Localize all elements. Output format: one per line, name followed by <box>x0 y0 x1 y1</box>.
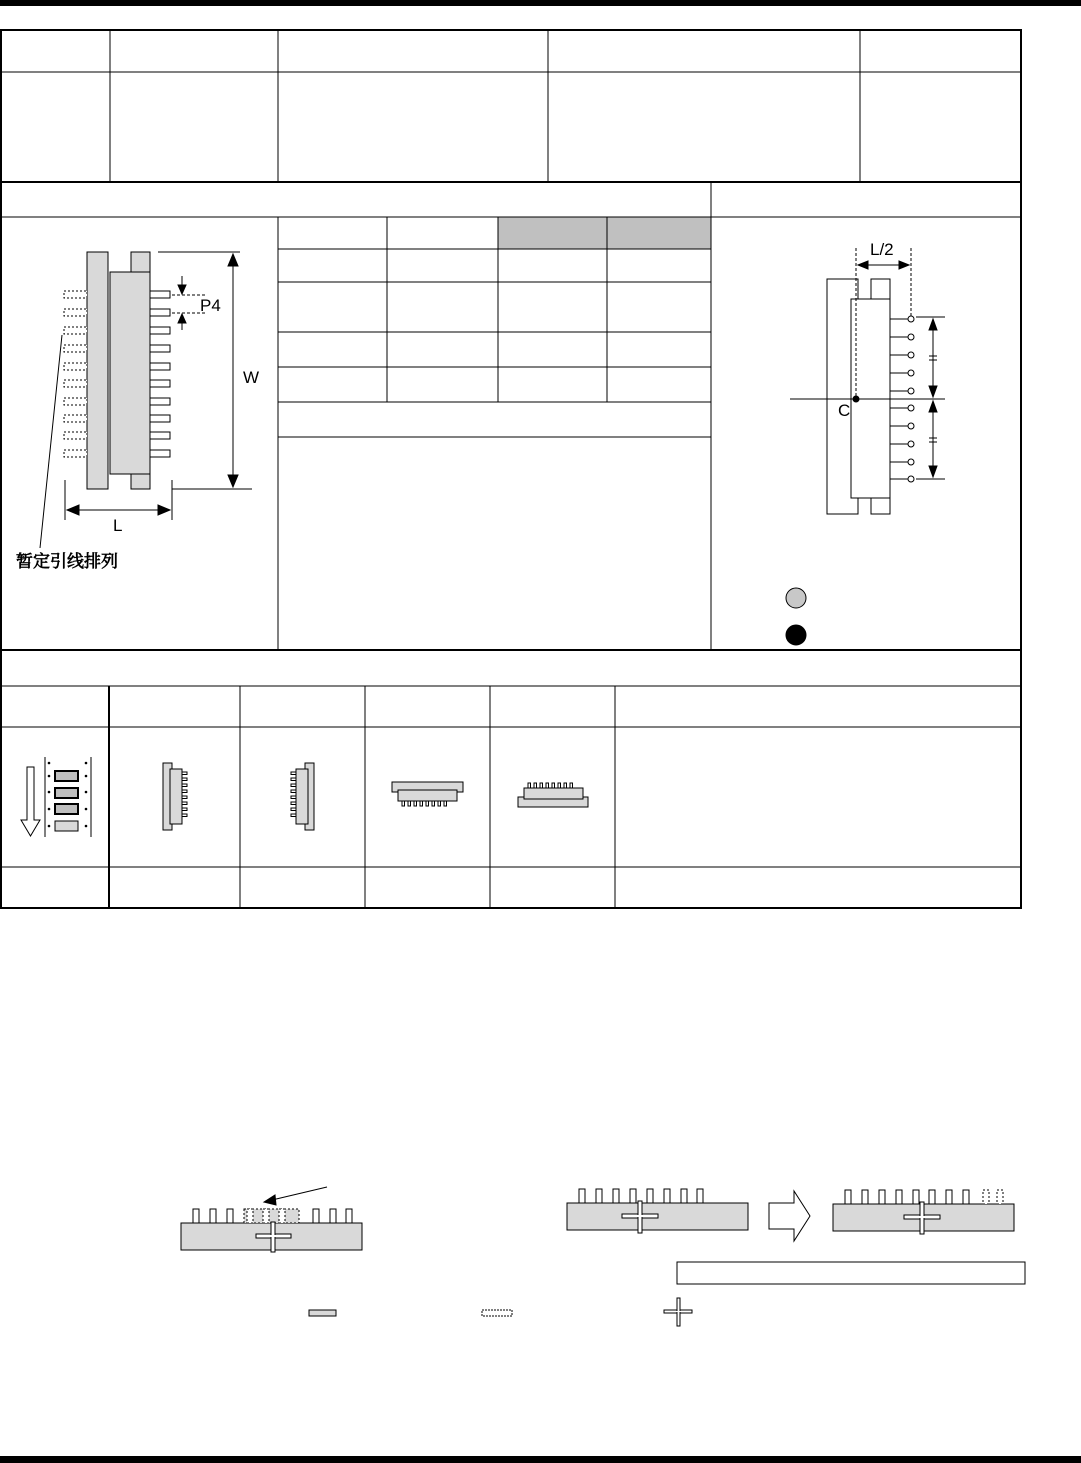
legend-grey-circle <box>786 588 806 608</box>
connector-horizontal-up-icon <box>518 783 588 807</box>
header-cell-grey-1 <box>498 217 607 249</box>
pitch-label: P4 <box>200 296 221 315</box>
half-length-label: L/2 <box>870 240 894 259</box>
provisional-lead-arrangement-label: 暂定引线排列 <box>16 552 118 572</box>
center-cross-icon <box>664 1298 692 1326</box>
connector-after-example <box>833 1190 1014 1234</box>
connector-missing-lead-example <box>181 1187 362 1252</box>
lead-absent-symbol <box>482 1310 512 1316</box>
width-label: W <box>243 368 260 387</box>
connector-horizontal-down-icon <box>392 782 463 806</box>
connector-vertical-right-icon <box>163 763 187 830</box>
legend-black-circle <box>786 625 806 645</box>
note-box <box>677 1262 1025 1284</box>
next-step-arrow-icon <box>769 1191 810 1241</box>
length-label: L <box>113 516 123 535</box>
lead-present-symbol <box>309 1310 336 1316</box>
center-label: C <box>838 401 851 420</box>
page-top-bar <box>0 0 1081 6</box>
tape-feed-arrow-icon <box>21 757 91 837</box>
connector-before-example <box>567 1189 748 1233</box>
header-cell-grey-2 <box>607 217 711 249</box>
page-bottom-bar <box>0 1456 1081 1463</box>
land-pattern-drawing <box>786 248 945 645</box>
connector-vertical-left-icon <box>291 763 314 830</box>
